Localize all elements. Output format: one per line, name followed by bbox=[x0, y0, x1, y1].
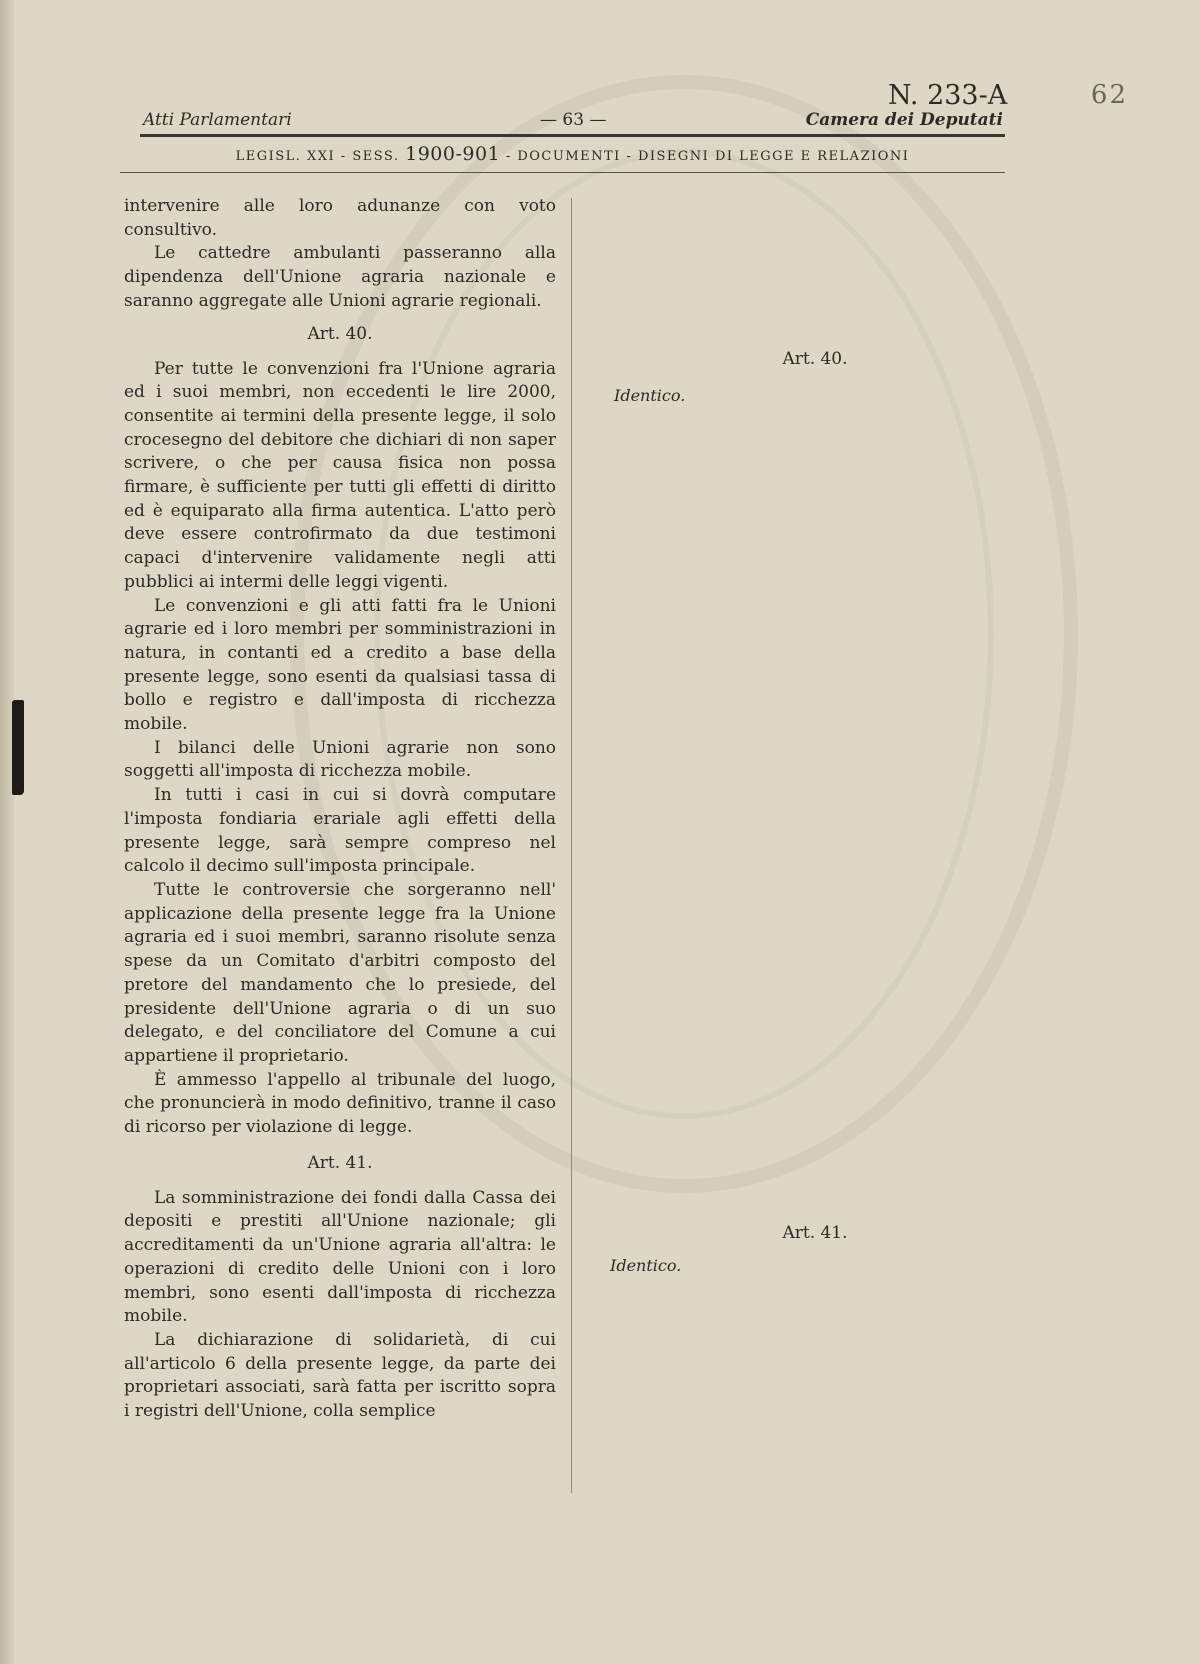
article-40-title: Art. 40. bbox=[307, 323, 373, 344]
article-40-paragraph: Per tutte le convenzioni fra l'Unione agraria ed i suoi membri, non eccedenti le lire 2000, consentite ai termini della presente legge, il solo crocesegno del debitore che dichiari di non saper scrivere, o che per causa fisica non possa firmare, è sufficiente per tutti gli effetti di diritto ed è equiparato alla firma autentica. L'atto però deve essere controfirmato da due testimoni capaci d'intervenire validamente negli atti pubblici ai intermi delle leggi vigenti. bbox=[124, 358, 556, 592]
sub-header bbox=[140, 143, 1005, 165]
article-41-title: Art. 41. bbox=[307, 1152, 373, 1173]
column-divider bbox=[571, 198, 572, 1493]
article-40-paragraph: Tutte le controversie che sorgeranno nell' applicazione della presente legge fra la Unione agraria ed i suoi membri, saranno risolute senza spese da un Comitato d'arbitri composto del pretore del mandamento che lo presiede, del presidente dell'Unione agraria o di un suo delegato, e del conciliatore del Comune a cui appartiene il proprietario. bbox=[124, 879, 556, 1066]
right-article-40-title: Art. 40. bbox=[782, 349, 848, 369]
header-left: Atti Parlamentari bbox=[143, 110, 292, 130]
intro-paragraph: intervenire alle loro adunanze con voto consultivo. bbox=[124, 196, 556, 240]
article-41-paragraph: La dichiarazione di solidarietà, di cui all'articolo 6 della presente legge, da parte dei proprietari associati, sarà fatta per iscritto sopra i registri dell'Unione, colla semplice bbox=[124, 1329, 556, 1422]
page-number: — 63 — bbox=[540, 110, 607, 130]
header-right: Camera dei Deputati bbox=[805, 110, 1003, 130]
sheet-number: 62 bbox=[1090, 80, 1128, 110]
article-40-paragraph: I bilanci delle Unioni agrarie non sono soggetti all'imposta di ricchezza mobile. bbox=[124, 737, 556, 782]
running-header bbox=[140, 110, 1005, 134]
right-article-40-text: Identico. bbox=[614, 386, 686, 405]
subhead-prefix: LEGISL. XXI - SESS. bbox=[235, 149, 400, 164]
article-40-paragraph: In tutti i casi in cui si dovrà computare l'imposta fondiaria erariale agli effetti della presente legge, sarà sempre compreso nel calcolo il decimo sull'imposta principale. bbox=[124, 785, 556, 877]
article-40-paragraph: È ammesso l'appello al tribunale del luogo, che pronuncierà in modo definitivo, tranne il caso di ricorso per violazione di legge. bbox=[124, 1069, 556, 1138]
intro-paragraph: Le cattedre ambulanti passeranno alla dipendenza dell'Unione agraria nazionale e saranno aggregate alle Unioni agrarie regionali. bbox=[124, 243, 556, 311]
subhead-suffix: - DOCUMENTI - DISEGNI DI LEGGE E RELAZIONI bbox=[505, 149, 910, 164]
article-41-paragraph: La somministrazione dei fondi dalla Cassa dei depositi e prestiti all'Unione nazionale; gli accreditamenti da un'Unione agraria all'altra: le operazioni di credito delle Unioni con i loro membri, sono esenti dall'imposta di ricchezza mobile. bbox=[124, 1187, 556, 1327]
page-binding-edge bbox=[0, 0, 14, 1664]
right-article-41-text: Identico. bbox=[610, 1256, 682, 1275]
binding-ink-mark bbox=[12, 700, 24, 795]
document-number: N. 233-A bbox=[888, 80, 1008, 111]
header-rule bbox=[140, 134, 1005, 137]
right-article-41-title: Art. 41. bbox=[782, 1223, 848, 1243]
left-column bbox=[124, 195, 556, 1424]
sub-header-rule bbox=[120, 172, 1005, 173]
subhead-years: 1900-901 bbox=[405, 143, 501, 165]
article-40-paragraph: Le convenzioni e gli atti fatti fra le Unioni agrarie ed i loro membri per somministrazioni in natura, in contanti ed a credito a base della presente legge, sono esenti da qualsiasi tassa di bollo e registro e dall'imposta di ricchezza mobile. bbox=[124, 595, 556, 735]
